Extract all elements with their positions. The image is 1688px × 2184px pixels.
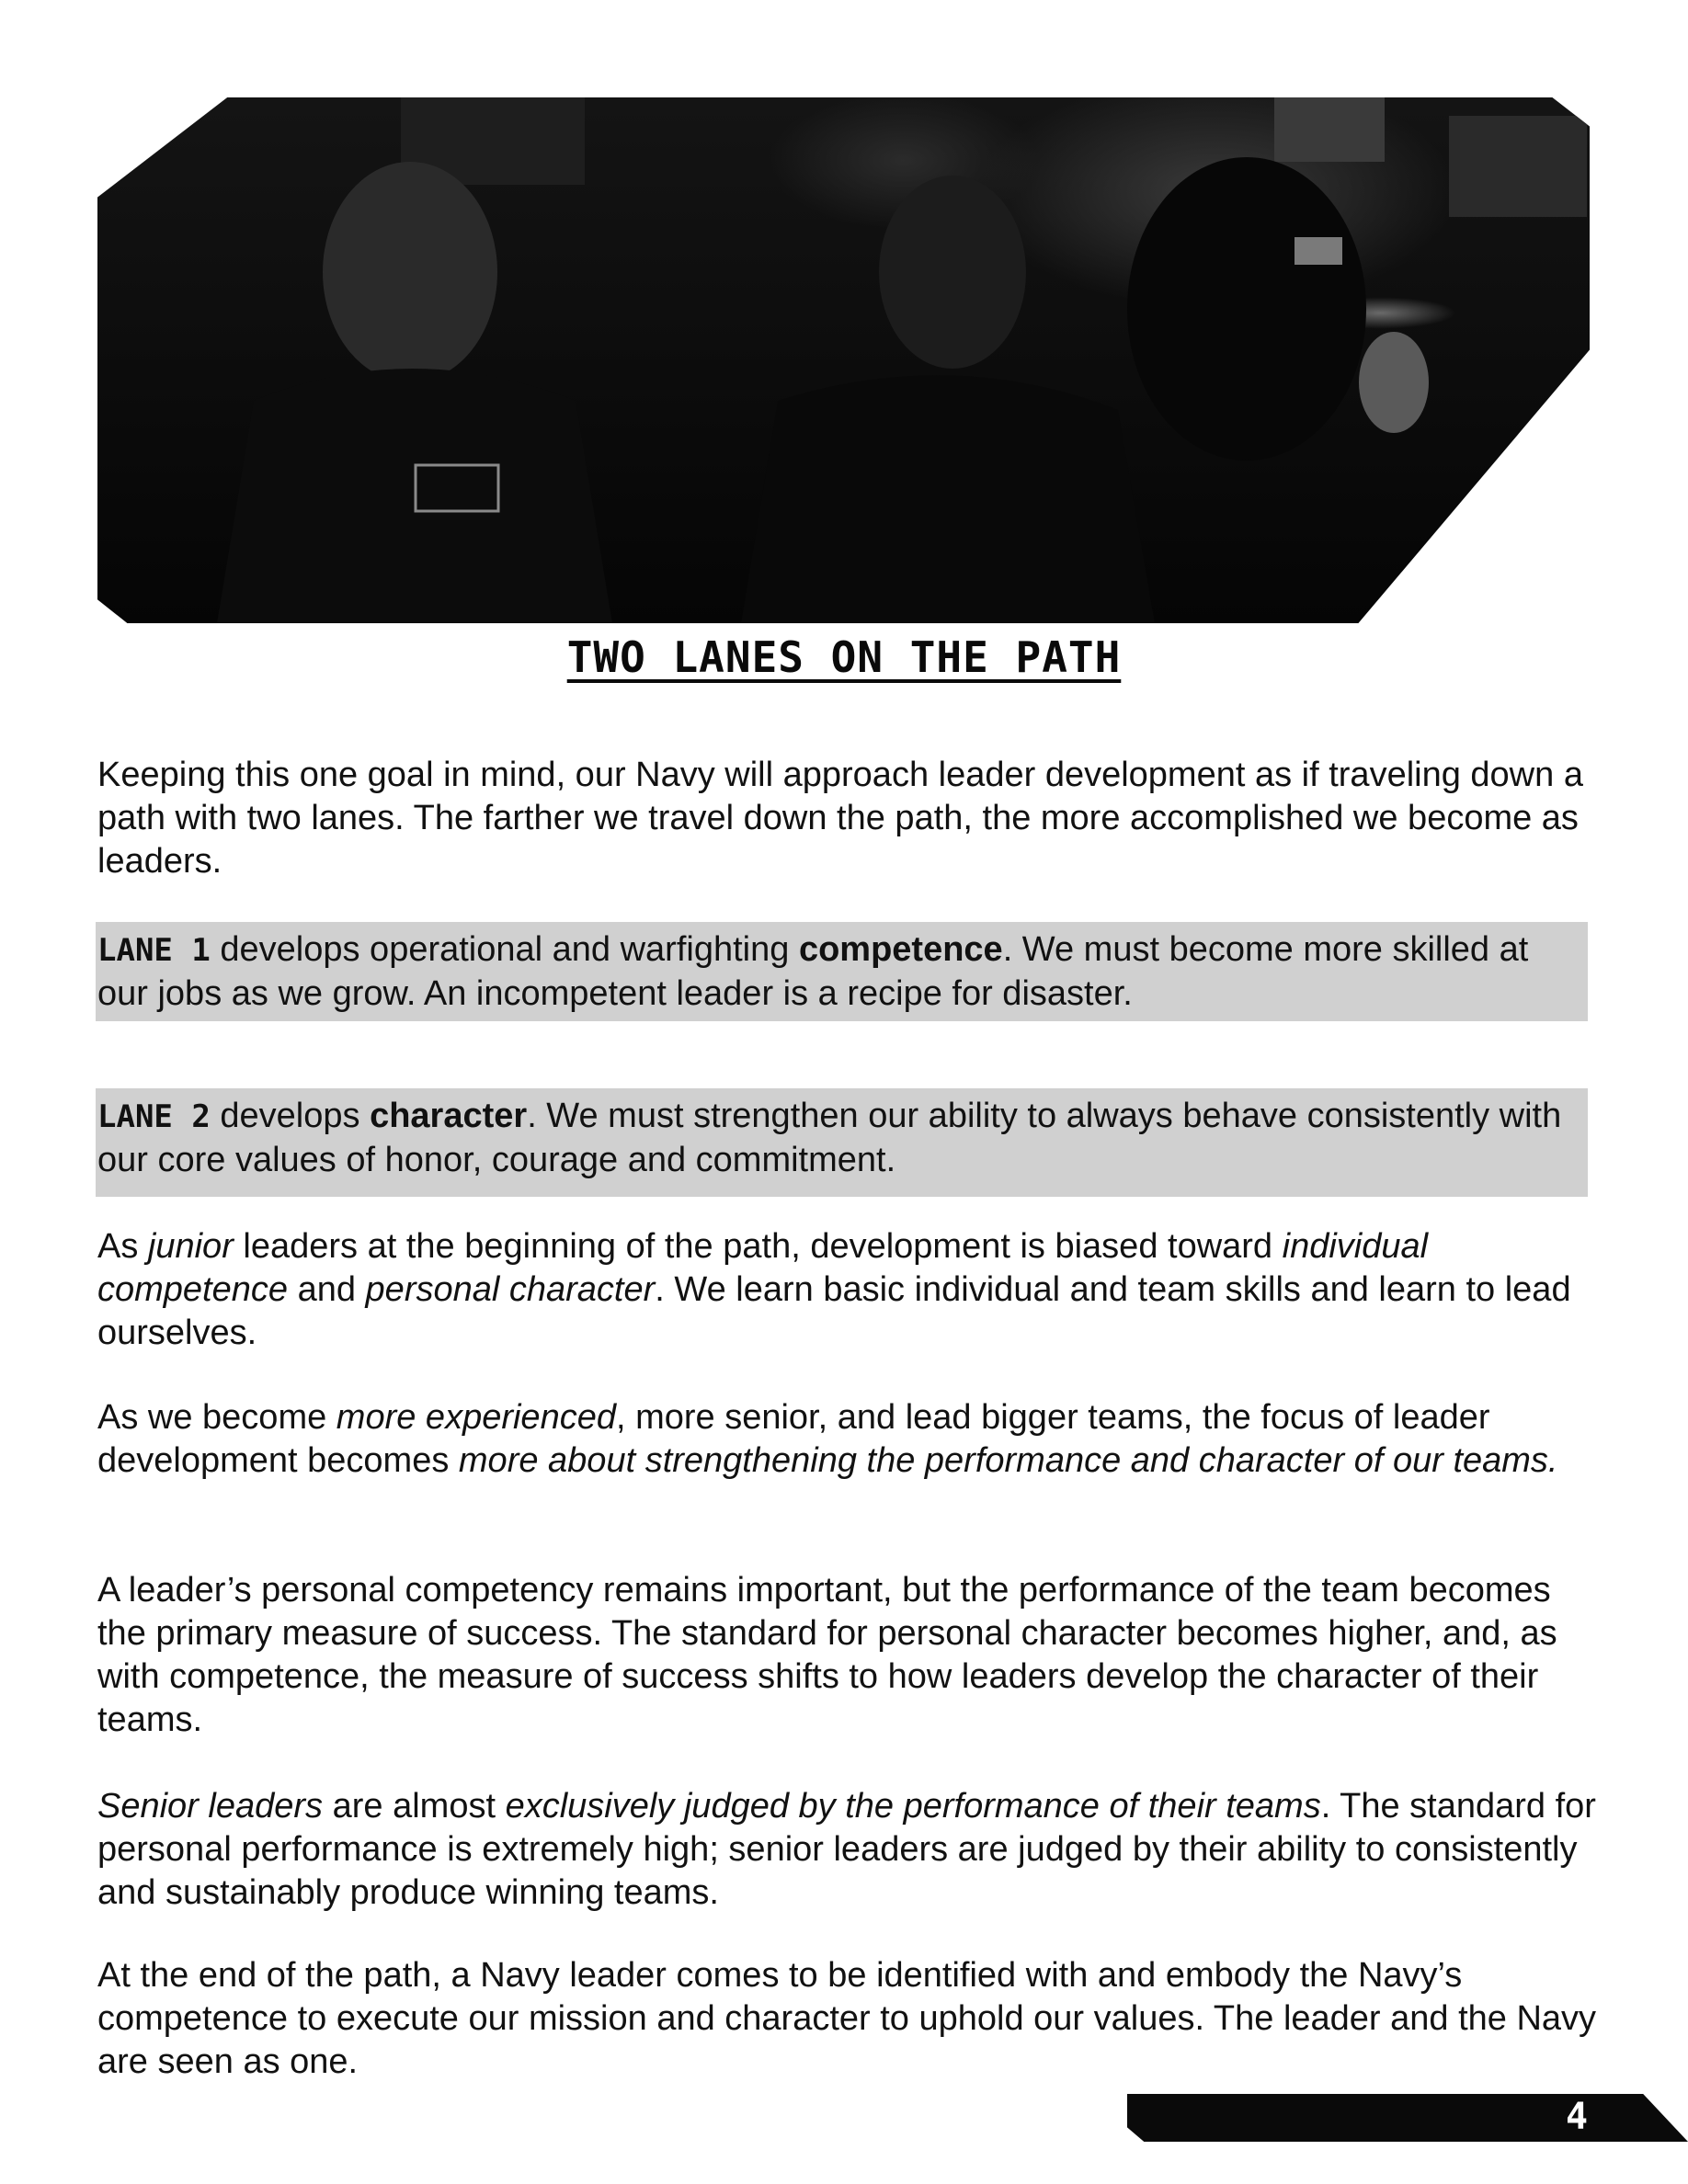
emphasis-text: more about strengthening the performance and character of our teams. (458, 1441, 1558, 1480)
text-run: . The standard for personal performance is extremely high; senior leaders are judged by their ability to consistently and sustainably produce winning teams. (97, 1787, 1596, 1912)
emphasis-text: individual competence (97, 1227, 1429, 1309)
lane-1-keyword: competence (798, 930, 1003, 969)
sailor-body-shape (741, 375, 1155, 623)
sailor-head-shape (323, 162, 497, 382)
lane-2-text: develops (210, 1097, 371, 1135)
text-run: . We learn basic individual and team skills and learn to lead ourselves. (97, 1270, 1571, 1352)
header-photo (97, 97, 1590, 623)
competency-paragraph: A leader’s personal competency remains important, but the performance of the team becomes the primary measure of success. The standard for personal character becomes higher, and, as with competence, the measure of success shifts to how leaders develop the character of their teams. (97, 1571, 1557, 1739)
lane-2-text-rest: . We must strengthen our ability to always behave consistently with our core values of honor, courage and commitment. (97, 1097, 1562, 1179)
flag-patch-shape (1295, 237, 1342, 265)
monitor-shape (1274, 97, 1385, 162)
lane-1-text-rest: . We must become more skilled at our jobs as we grow. An incompetent leader is a recipe for disaster. (97, 930, 1529, 1013)
emphasis-text: personal character (365, 1270, 656, 1309)
closing-paragraph: At the end of the path, a Navy leader comes to be identified with and embody the Navy’s competence to execute our mission and character to uphold our values. The leader and the Navy are seen as one. (97, 1956, 1597, 2081)
text-run: are almost (323, 1787, 506, 1826)
text-run: leaders at the beginning of the path, development is biased toward (233, 1227, 1283, 1266)
junior-paragraph (97, 1225, 1605, 1355)
emphasis-text: exclusively judged by the performance of their teams (505, 1787, 1321, 1826)
lane-1-text: develops operational and warfighting (210, 930, 799, 969)
monitor-shape (1449, 116, 1587, 217)
experienced-paragraph (97, 1396, 1605, 1483)
page-title: TWO LANES ON THE PATH (566, 632, 1122, 682)
emphasis-text: Senior leaders (97, 1787, 324, 1826)
text-run: As we become (97, 1398, 336, 1437)
lane-2-paragraph (97, 1095, 1586, 1182)
emphasis-text: junior (147, 1227, 234, 1266)
lane-2-box (96, 1088, 1588, 1197)
text-run: As (97, 1227, 148, 1266)
lane-2-keyword: character (370, 1097, 528, 1135)
lane-1-box (96, 922, 1588, 1021)
intro-paragraph: Keeping this one goal in mind, our Navy will approach leader development as if traveling down a path with two lanes. The farther we travel down the path, the more accomplished we become as leaders. (97, 756, 1583, 881)
headset-shape (1359, 332, 1429, 433)
senior-paragraph (97, 1785, 1605, 1915)
sailor-head-shape (1127, 157, 1366, 461)
sailors-at-consoles-photo (97, 97, 1590, 623)
lane-1-label: LANE 1 (97, 932, 211, 969)
page-number: 4 (1565, 2096, 1589, 2138)
emphasis-text: more experienced (336, 1398, 616, 1437)
lane-1-paragraph (97, 928, 1586, 1016)
text-run: and (288, 1270, 366, 1309)
lane-2-label: LANE 2 (97, 1098, 211, 1135)
sailor-head-shape (879, 176, 1026, 369)
text-run: , more senior, and lead bigger teams, the focus of leader development becomes (97, 1398, 1490, 1480)
